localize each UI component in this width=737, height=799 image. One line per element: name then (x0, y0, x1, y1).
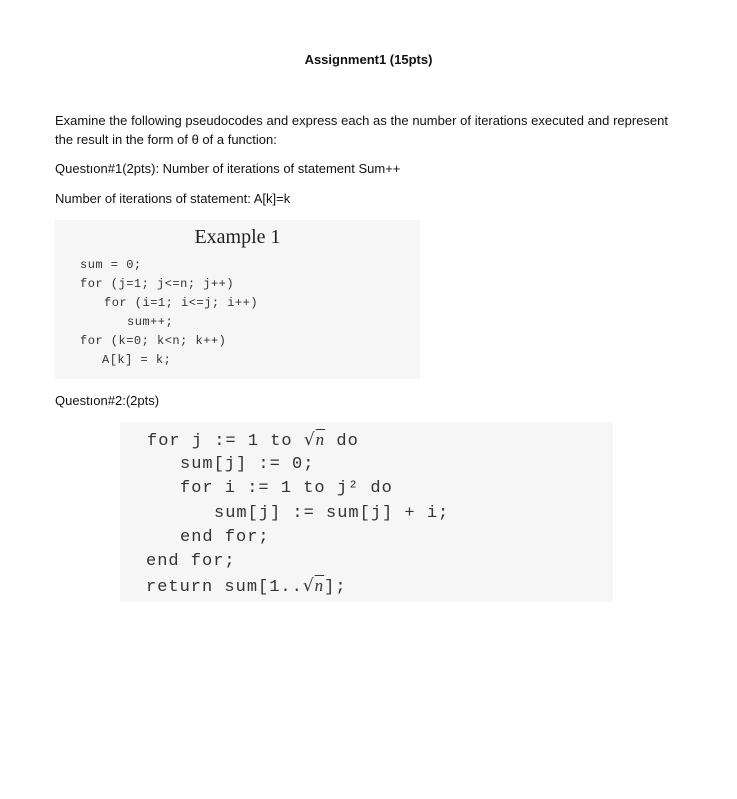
code-line: end for; (146, 552, 236, 571)
code-line: sum++; (127, 315, 174, 329)
intro-paragraph: Examine the following pseudocodes and express each as the number of iterations executed and represent the result in the form of θ of a function: (55, 113, 668, 147)
code-line: for (k=0; k<n; k++) (80, 334, 227, 348)
code-line: for j := 1 to √n do (147, 430, 359, 451)
example-1-code-image (55, 220, 420, 379)
code-line: end for; (180, 528, 270, 547)
code-line: sum[j] := 0; (180, 455, 315, 474)
example-2-code-image (120, 422, 613, 602)
code-line: return sum[1..√n]; (146, 576, 347, 597)
code-line: for i := 1 to j² do (180, 479, 393, 498)
code-line: sum = 0; (80, 258, 142, 272)
question-2-label: Questıon#2:(2pts) (55, 393, 160, 408)
sqrt-symbol: √ (302, 576, 315, 596)
question-1-subquestion: Number of iterations of statement: A[k]=k (55, 191, 291, 206)
assignment-title: Assignment1 (15pts) (304, 52, 433, 67)
code-line: for (j=1; j<=n; j++) (80, 277, 235, 291)
code-line: for (i=1; i<=j; i++) (104, 296, 259, 310)
code-line: A[k] = k; (102, 353, 172, 367)
code-line: sum[j] := sum[j] + i; (214, 504, 450, 523)
question-1-label: Questıon#1(2pts): Number of iterations of statement Sum++ (55, 161, 401, 176)
example-1-heading: Example 1 (194, 226, 281, 248)
sqrt-symbol: √ (303, 430, 316, 450)
